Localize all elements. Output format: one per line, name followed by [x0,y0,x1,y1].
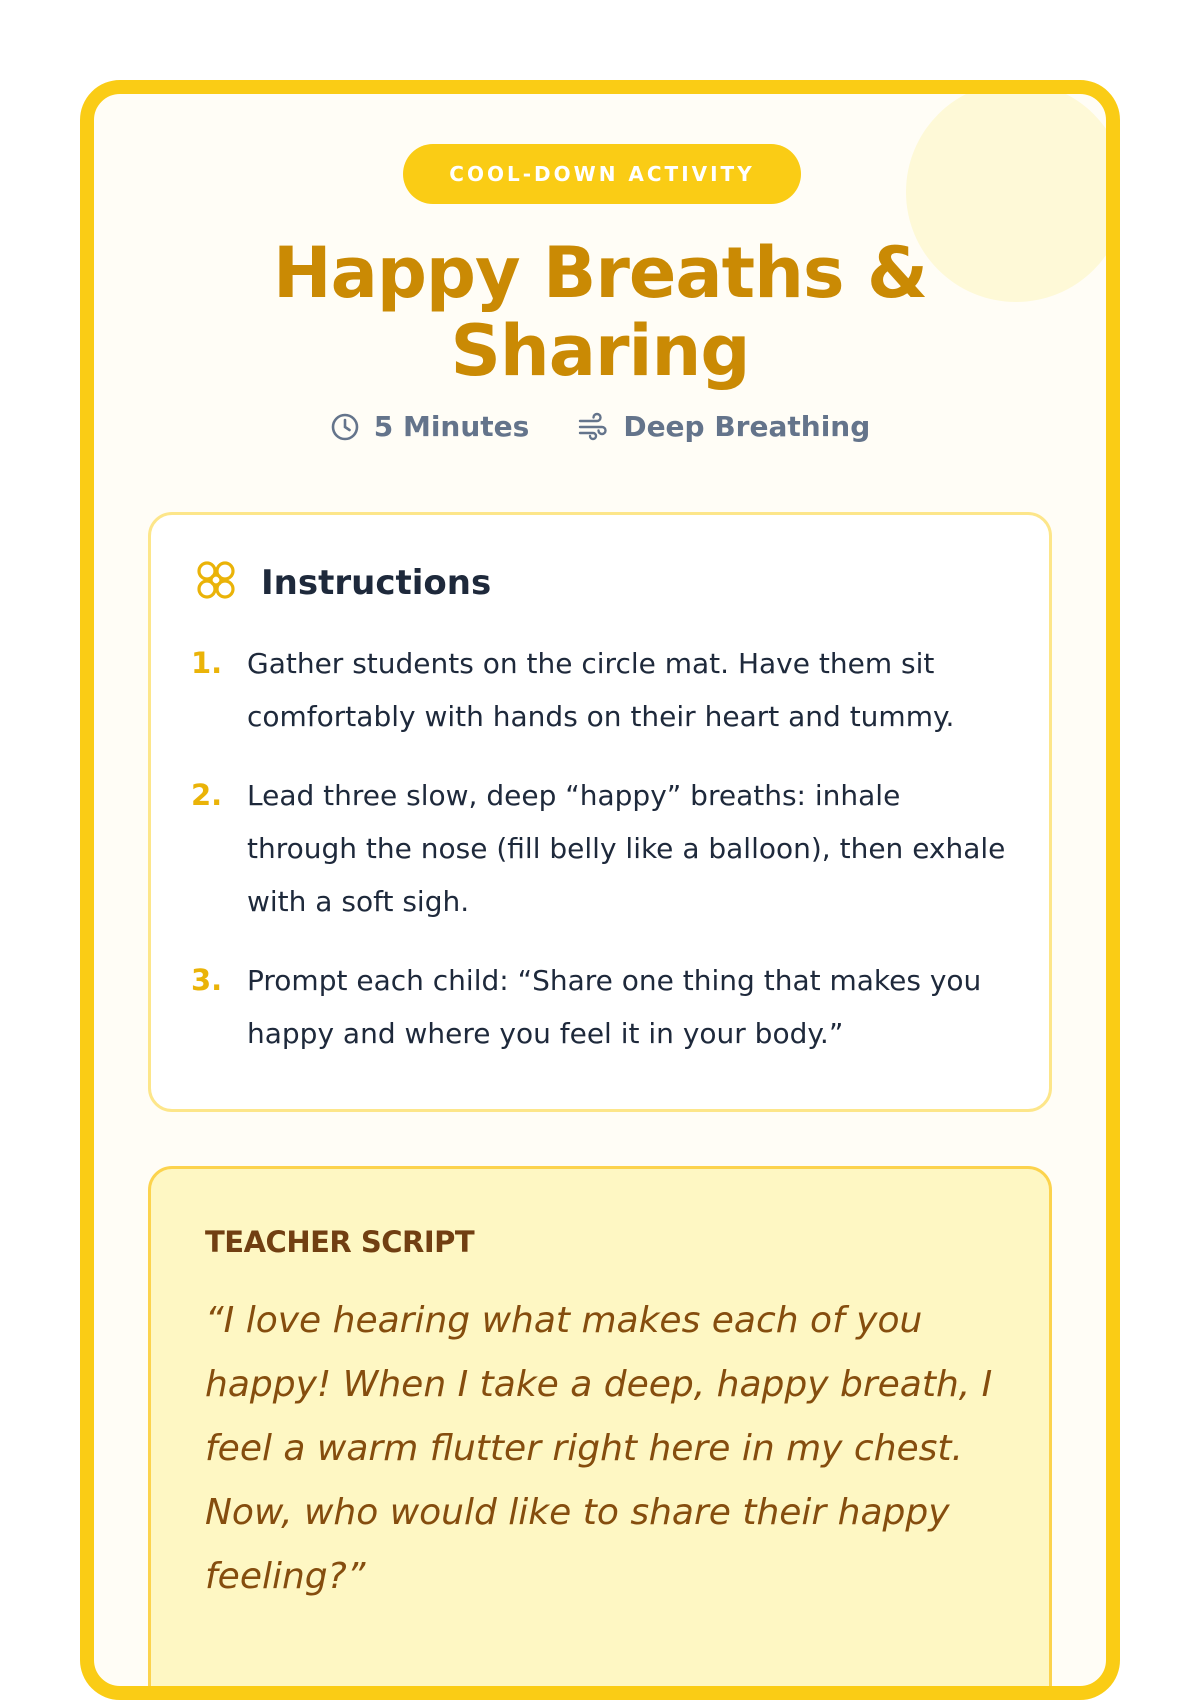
duration-meta [330,410,530,443]
technique-label: Deep Breathing [623,410,871,443]
instructions-panel [148,512,1052,1112]
activity-title [94,234,1106,390]
flower-icon [193,557,239,608]
teacher-script-panel [148,1166,1052,1700]
step-text: Prompt each child: “Share one thing that makes you happy and where you feel it in your body.” [247,964,982,1050]
teacher-script-label: TEACHER SCRIPT [205,1225,475,1259]
instructions-header [193,557,491,608]
teacher-script-quote: “I love hearing what makes each of you happy! When I take a deep, happy breath, I feel a warm flutter right here in my chest. Now, who would like to share their happy feeling?” [205,1300,993,1597]
instructions-list [191,637,1011,1086]
duration-label: 5 Minutes [373,410,530,443]
step-number: 2. [191,778,223,812]
instruction-step [191,637,1011,743]
technique-meta [577,410,870,443]
title-line-1: Happy Breaths & [273,232,927,314]
instructions-heading: Instructions [261,562,492,603]
activity-card [80,80,1120,1700]
instruction-step [191,954,1011,1060]
activity-meta [94,410,1106,443]
activity-type-badge: COOL-DOWN ACTIVITY [403,144,801,204]
step-text: Gather students on the circle mat. Have them sit comfortably with hands on their heart and tummy. [247,647,955,733]
wind-icon [577,412,609,442]
instruction-step [191,769,1011,928]
title-line-2: Sharing [450,310,750,392]
step-text: Lead three slow, deep “happy” breaths: inhale through the nose (fill belly like a balloon), then exhale with a soft sigh. [247,779,1006,918]
step-number: 3. [191,963,223,997]
clock-icon [330,412,360,442]
step-number: 1. [191,646,223,680]
